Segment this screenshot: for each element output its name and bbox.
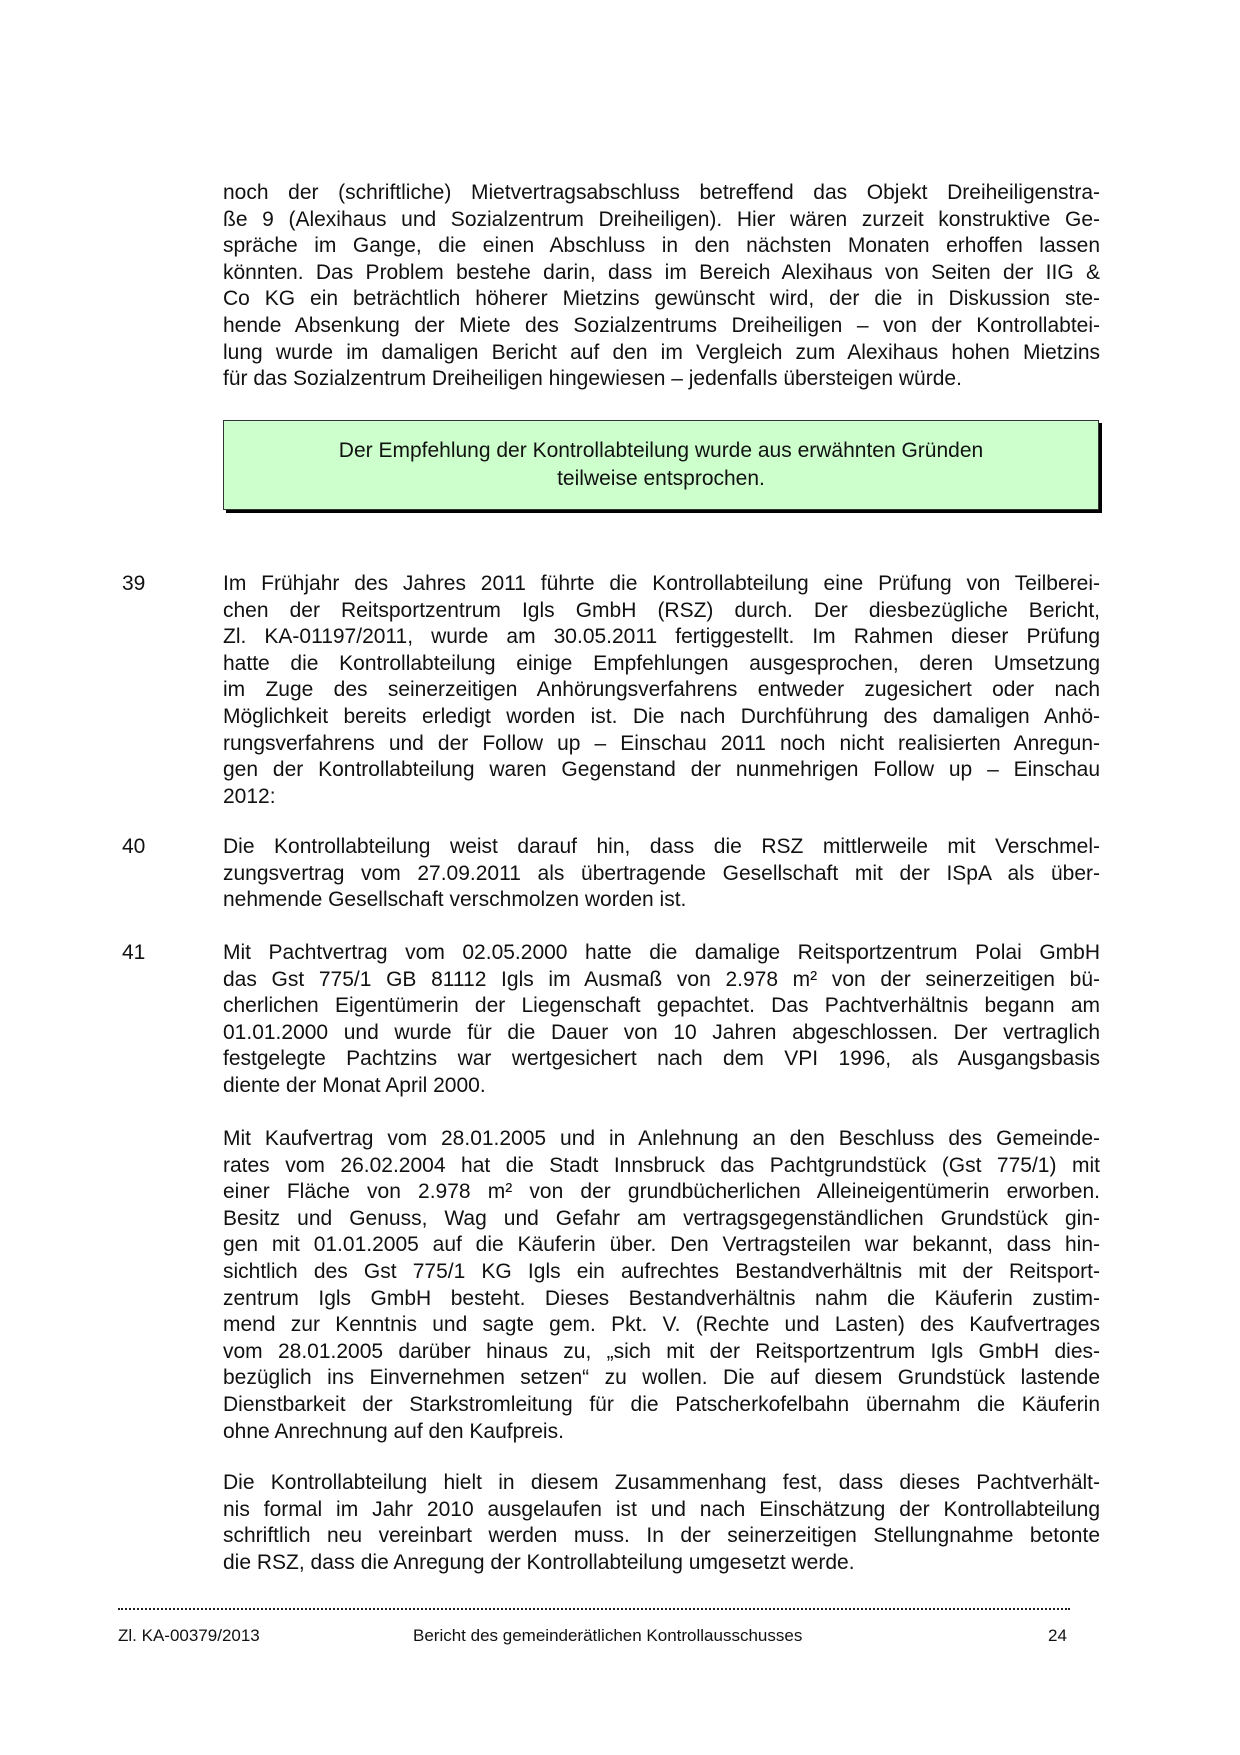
paragraph-p41b <box>223 1126 1100 1445</box>
text-line: hende Absenkung der Miete des Sozialzentrums Dreiheiligen – von der Kontrollabtei- <box>223 313 1100 337</box>
text-line: sichtlich des Gst 775/1 KG Igls ein aufrechtes Bestandverhältnis mit der Reitsport- <box>223 1259 1100 1283</box>
text-line: lung wurde im damaligen Bericht auf den im Vergleich zum Alexihaus hohen Mietzins <box>223 340 1100 364</box>
text-line: 01.01.2000 und wurde für die Dauer von 10 Jahren abgeschlossen. Der vertraglich <box>223 1020 1100 1044</box>
text-line: für das Sozialzentrum Dreiheiligen hingewiesen – jedenfalls übersteigen würde. <box>223 367 962 391</box>
paragraph-intro <box>223 180 1100 393</box>
text-line: ße 9 (Alexihaus und Sozialzentrum Dreiheiligen). Hier wären zurzeit konstruktive Ge- <box>223 207 1100 231</box>
paragraph-p39 <box>223 571 1100 810</box>
text-line: festgelegte Pachtzins war wertgesichert nach dem VPI 1996, als Ausgangsbasis <box>223 1047 1100 1071</box>
text-line: Besitz und Genuss, Wag und Gefahr am vertragsgegenständlichen Grundstück gin- <box>223 1206 1100 1230</box>
text-line: Dienstbarkeit der Starkstromleitung für die Patscherkofelbahn übernahm die Käuferin <box>223 1392 1100 1416</box>
text-line: Möglichkeit bereits erledigt worden ist. Die nach Durchführung des damaligen Anhö- <box>223 704 1100 728</box>
text-line: 2012: <box>223 784 276 808</box>
text-line: einer Fläche von 2.978 m² von der grundbücherlichen Alleineigentümerin erworben. <box>223 1180 1100 1204</box>
text-line: cherlichen Eigentümerin der Liegenschaft gepachtet. Das Pachtverhältnis begann am <box>223 994 1100 1018</box>
text-line: rates vom 26.02.2004 hat die Stadt Innsbruck das Pachtgrundstück (Gst 775/1) mit <box>223 1153 1100 1177</box>
text-line: vom 28.01.2005 darüber hinaus zu, „sich mit der Reitsportzentrum Igls GmbH dies- <box>223 1339 1100 1363</box>
text-line: Die Kontrollabteilung weist darauf hin, dass die RSZ mittlerweile mit Verschmel- <box>223 835 1100 858</box>
text-line: diente der Monat April 2000. <box>223 1073 486 1097</box>
text-line: gen der Kontrollabteilung waren Gegenstand der nunmehrigen Follow up – Einschau <box>223 758 1100 782</box>
recommendation-callout <box>223 420 1099 510</box>
text-line: das Gst 775/1 GB 81112 Igls im Ausmaß von 2.978 m² von der seinerzeitigen bü- <box>223 967 1100 991</box>
text-line: gen mit 01.01.2005 auf die Käuferin über. Den Vertragsteilen war bekannt, dass hin- <box>223 1233 1100 1257</box>
text-line: Co KG ein beträchtlich höherer Mietzins gewünscht wird, der die in Diskussion ste- <box>223 287 1100 311</box>
text-line: mend zur Kenntnis und sagte gem. Pkt. V. (Rechte und Lasten) des Kaufvertrages <box>223 1313 1100 1337</box>
paragraph-p41c <box>223 1470 1100 1576</box>
paragraph-number: 41 <box>122 941 146 964</box>
text-line: bezüglich ins Einvernehmen setzen“ zu wollen. Die auf diesem Grundstück lastende <box>223 1366 1100 1390</box>
text-line: noch der (schriftliche) Mietvertragsabschluss betreffend das Objekt Dreiheiligenstra- <box>223 181 1100 204</box>
text-line: Zl. KA-01197/2011, wurde am 30.05.2011 fertiggestellt. Im Rahmen dieser Prüfung <box>223 625 1100 649</box>
text-line: könnten. Das Problem bestehe darin, dass im Bereich Alexihaus von Seiten der IIG & <box>223 260 1100 284</box>
text-line: Mit Kaufvertrag vom 28.01.2005 und in Anlehnung an den Beschluss des Gemeinde- <box>223 1127 1100 1150</box>
paragraph-p41 <box>223 940 1100 1100</box>
page-number: 24 <box>1048 1626 1067 1645</box>
text-line: Im Frühjahr des Jahres 2011 führte die Kontrollabteilung eine Prüfung von Teilberei- <box>223 572 1100 595</box>
text-line: chen der Reitsportzentrum Igls GmbH (RSZ) durch. Der diesbezügliche Bericht, <box>223 598 1100 622</box>
callout-line-1: Der Empfehlung der Kontrollabteilung wurde aus erwähnten Gründen <box>338 439 984 462</box>
paragraph-number: 39 <box>122 572 146 595</box>
text-line: Die Kontrollabteilung hielt in diesem Zusammenhang fest, dass dieses Pachtverhält- <box>223 1471 1100 1494</box>
callout-line-2: teilweise entsprochen. <box>557 467 765 490</box>
footer-reference: Zl. KA-00379/2013 <box>118 1626 260 1645</box>
text-line: spräche im Gange, die einen Abschluss in den nächsten Monaten erhoffen lassen <box>223 234 1100 258</box>
text-line: rungsverfahrens und der Follow up – Einschau 2011 noch nicht realisierten Anregun- <box>223 731 1100 755</box>
text-line: zentrum Igls GmbH besteht. Dieses Bestandverhältnis nahm die Käuferin zustim- <box>223 1286 1100 1310</box>
text-line: im Zuge des seinerzeitigen Anhörungsverfahrens entweder zugesichert oder nach <box>223 678 1100 702</box>
text-line: nis formal im Jahr 2010 ausgelaufen ist und nach Einschätzung der Kontrollabteilung <box>223 1497 1100 1521</box>
text-line: hatte die Kontrollabteilung einige Empfehlungen ausgesprochen, deren Umsetzung <box>223 651 1100 675</box>
text-line: zungsvertrag vom 27.09.2011 als übertragende Gesellschaft mit der ISpA als über- <box>223 861 1100 885</box>
text-line: Mit Pachtvertrag vom 02.05.2000 hatte die damalige Reitsportzentrum Polai GmbH <box>223 941 1100 964</box>
paragraph-p40 <box>223 834 1100 914</box>
footer-title: Bericht des gemeinderätlichen Kontrollausschusses <box>413 1626 803 1645</box>
text-line: nehmende Gesellschaft verschmolzen worden ist. <box>223 888 687 912</box>
text-line: die RSZ, dass die Anregung der Kontrollabteilung umgesetzt werde. <box>223 1550 855 1574</box>
footer-divider <box>118 1604 1070 1610</box>
paragraph-number: 40 <box>122 835 146 858</box>
text-line: ohne Anrechnung auf den Kaufpreis. <box>223 1419 564 1443</box>
text-line: schriftlich neu vereinbart werden muss. In der seinerzeitigen Stellungnahme betonte <box>223 1524 1100 1548</box>
